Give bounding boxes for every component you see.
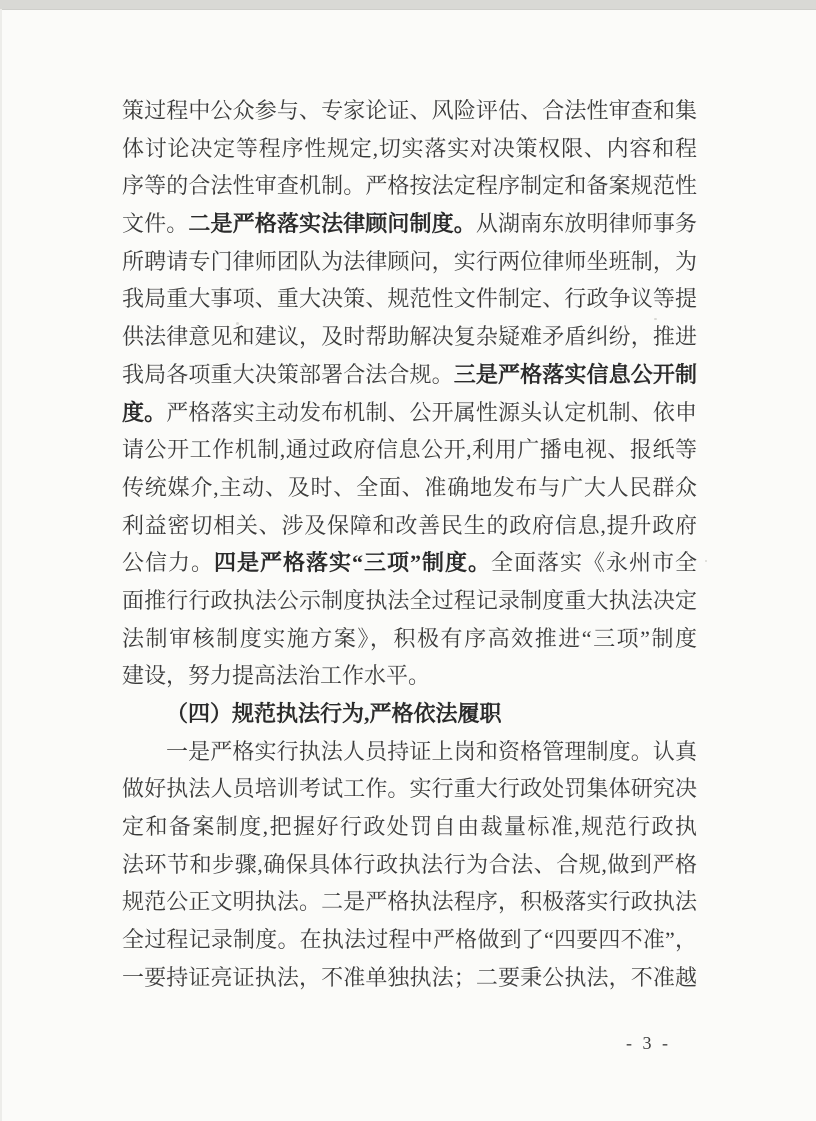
body-text: 供法律意见和建议，及时帮助解决复杂疑难矛盾纠纷，推进 [122, 324, 697, 350]
text-line [122, 582, 697, 620]
text-line [122, 205, 697, 243]
text-line [122, 356, 697, 394]
text-line [122, 921, 697, 959]
text-line [122, 130, 697, 168]
scan-speck [705, 560, 707, 562]
body-text: 一是严格实行执法人员持证上岗和资格管理制度。认真 [166, 738, 697, 764]
body-text: 法环节和步骤,确保具体行政执法行为合法、合规,做到严格 [122, 851, 697, 877]
text-line [122, 394, 697, 432]
text-line [122, 959, 697, 997]
bold-text: 四是严格落实“三项”制度。 [214, 550, 491, 576]
text-line [122, 92, 697, 130]
document-text [122, 92, 697, 997]
text-line [122, 469, 697, 507]
body-text: 一要持证亮证执法，不准单独执法；二要秉公执法，不准越 [122, 964, 697, 990]
body-text: 法制审核制度实施方案》，积极有序高效推进“三项”制度 [122, 625, 697, 651]
body-text: 严格落实主动发布机制、公开属性源头认定机制、依申 [166, 399, 697, 425]
text-line [122, 695, 697, 733]
text-line [122, 846, 697, 884]
text-line [122, 808, 697, 846]
text-line [122, 620, 697, 658]
body-text: 定和备案制度,把握好行政处罚自由裁量标准,规范行政执 [122, 814, 697, 840]
text-line [122, 318, 697, 356]
bold-text: （四）规范执法行为,严格依法履职 [166, 701, 502, 726]
text-line [122, 507, 697, 545]
scan-edge-artifact-top [0, 0, 816, 10]
body-text: 做好执法人员培训考试工作。实行重大行政处罚集体研究决 [122, 776, 697, 802]
text-line [122, 243, 697, 281]
text-line [122, 733, 697, 771]
bold-text: 三是严格落实信息公开制 [453, 361, 697, 387]
text-line [122, 167, 697, 205]
page-number: - 3 - [626, 1033, 671, 1053]
scan-edge-artifact-left [0, 9, 2, 1121]
body-text: 文件。 [122, 211, 189, 237]
body-text: 请公开工作机制,通过政府信息公开,利用广播电视、报纸等 [122, 437, 697, 463]
body-text: 我局各项重大决策部署合法合规。 [122, 361, 454, 387]
text-line [122, 657, 697, 695]
text-line [122, 883, 697, 921]
bold-text: 度。 [122, 399, 167, 425]
text-line [122, 770, 697, 808]
text-line [122, 431, 697, 469]
bold-text: 二是严格落实法律顾问制度。 [188, 211, 476, 237]
body-text: 全面落实《永州市全 [490, 550, 697, 576]
body-text: 序等的合法性审查机制。严格按法定程序制定和备案规范性 [122, 173, 697, 199]
body-text: 从湖南东放明律师事务 [475, 211, 697, 237]
body-text: 我局重大事项、重大决策、规范性文件制定、行政争议等提 [122, 286, 697, 312]
body-text: 策过程中公众参与、专家论证、风险评估、合法性审查和集 [122, 98, 697, 123]
body-text: 建设，努力提高法治工作水平。 [122, 663, 431, 689]
text-line [122, 280, 697, 318]
body-text: 公信力。 [122, 550, 214, 576]
body-text: 传统媒介,主动、及时、全面、准确地发布与广大人民群众 [122, 474, 697, 500]
body-text: 规范公正文明执法。二是严格执法程序，积极落实行政执法 [122, 889, 697, 915]
body-text: 体讨论决定等程序性规定,切实落实对决策权限、内容和程 [122, 135, 697, 161]
text-line [122, 544, 697, 582]
body-text: 全过程记录制度。在执法过程中严格做到了“四要四不准”， [122, 927, 697, 953]
body-text: 利益密切相关、涉及保障和改善民生的政府信息,提升政府 [122, 512, 697, 538]
body-text: 面推行行政执法公示制度执法全过程记录制度重大执法决定 [122, 587, 697, 613]
body-text: 所聘请专门律师团队为法律顾问，实行两位律师坐班制，为 [122, 248, 697, 274]
